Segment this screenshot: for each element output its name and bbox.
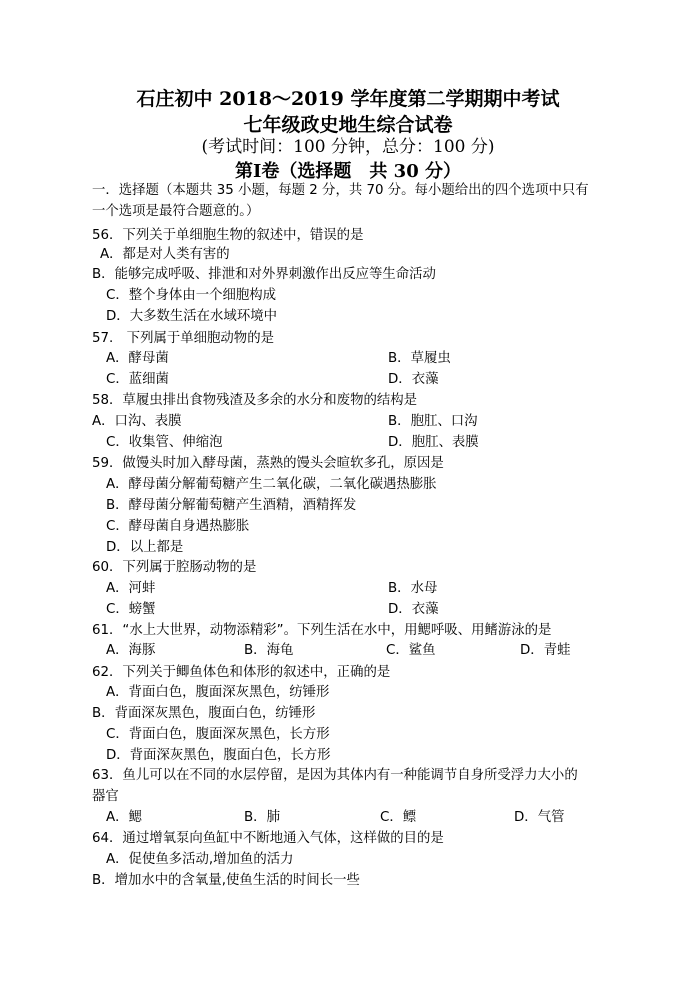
question-57-option-d: D．衣藻	[388, 372, 439, 387]
question-59-option-c: C．酵母菌自身遇热膨胀	[106, 519, 250, 534]
exam-info: (考试时间：100 分钟，总分：100 分)	[201, 137, 495, 157]
exam-title: 石庄初中 2018～2019 学年度第二学期期中考试	[136, 88, 560, 110]
instructions-line-1: 一．选择题（本题共 35 小题，每题 2 分，共 70 分。每小题给出的四个选项中只有	[92, 183, 589, 198]
question-59-stem: 59．做馒头时加入酵母菌，蒸熟的馒头会暄软多孔，原因是	[92, 456, 444, 471]
question-63-option-c: C．鳔	[380, 810, 417, 825]
question-63-stem-line-1: 63．鱼儿可以在不同的水层停留，是因为其体内有一种能调节自身所受浮力大小的	[92, 768, 578, 783]
question-58-stem: 58．草履虫排出食物残渣及多余的水分和废物的结构是	[92, 393, 418, 408]
question-58-option-c: C．收集管、伸缩泡	[106, 435, 223, 450]
question-62-option-c: C．背面白色，腹面深灰黑色，长方形	[106, 727, 330, 742]
question-61-option-c: C．鲨鱼	[386, 643, 436, 658]
question-59-option-d: D．以上都是	[106, 540, 184, 555]
question-60-option-c: C．螃蟹	[106, 602, 156, 617]
question-62-option-b: B．背面深灰黑色，腹面白色，纺锤形	[92, 706, 316, 721]
question-57-stem: 57. 下列属于单细胞动物的是	[92, 331, 274, 346]
question-64-option-b: B．增加水中的含氧量,使鱼生活的时间长一些	[92, 873, 360, 888]
question-61-option-a: A．海豚	[106, 643, 156, 658]
question-56-option-c: C．整个身体由一个细胞构成	[106, 288, 277, 303]
question-59-option-b: B．酵母菌分解葡萄糖产生酒精，酒精挥发	[106, 498, 357, 513]
question-57-option-a: A．酵母菌	[106, 351, 169, 366]
question-56-option-d: D．大多数生活在水域环境中	[106, 309, 277, 324]
question-57-option-c: C．蓝细菌	[106, 372, 169, 387]
question-61-stem: 61．“水上大世界，动物添精彩”。下列生活在水中，用鳃呼吸、用鳍游泳的是	[92, 623, 552, 638]
question-58-option-b: B．胞肛、口沟	[388, 414, 478, 429]
question-62-stem: 62．下列关于鲫鱼体色和体形的叙述中，正确的是	[92, 665, 391, 680]
question-60-option-d: D．衣藻	[388, 602, 439, 617]
question-63-option-d: D．气管	[514, 810, 565, 825]
question-56-option-a: A．都是对人类有害的	[100, 247, 230, 262]
question-64-stem: 64．通过增氧泵向鱼缸中不断地通入气体，这样做的目的是	[92, 831, 444, 846]
section-heading: 第Ⅰ卷（选择题 共 30 分）	[234, 161, 461, 182]
instructions-line-2: 一个选项是最符合题意的。）	[92, 204, 260, 219]
question-62-option-a: A．背面白色，腹面深灰黑色，纺锤形	[106, 685, 330, 700]
question-56-option-b: B．能够完成呼吸、排泄和对外界刺激作出反应等生命活动	[92, 267, 436, 282]
question-60-stem: 60．下列属于腔肠动物的是	[92, 560, 257, 575]
question-59-option-a: A．酵母菌分解葡萄糖产生二氧化碳，二氧化碳遇热膨胀	[106, 477, 437, 492]
question-61-option-b: B．海龟	[244, 643, 294, 658]
question-63-option-b: B．肺	[244, 810, 280, 825]
question-64-option-a: A．促使鱼多活动,增加鱼的活力	[106, 852, 294, 867]
question-60-option-a: A．河蚌	[106, 581, 156, 596]
question-62-option-d: D．背面深灰黑色，腹面白色，长方形	[106, 748, 331, 763]
exam-subtitle: 七年级政史地生综合试卷	[243, 114, 453, 136]
question-60-option-b: B．水母	[388, 581, 438, 596]
question-63-stem-line-2: 器官	[92, 789, 119, 804]
question-57-option-b: B．草履虫	[388, 351, 451, 366]
question-61-option-d: D．青蛙	[520, 643, 571, 658]
question-58-option-a: A．口沟、表膜	[92, 414, 182, 429]
question-63-option-a: A．鳃	[106, 810, 142, 825]
question-56-stem: 56．下列关于单细胞生物的叙述中，错误的是	[92, 228, 364, 243]
question-58-option-d: D．胞肛、表膜	[388, 435, 479, 450]
